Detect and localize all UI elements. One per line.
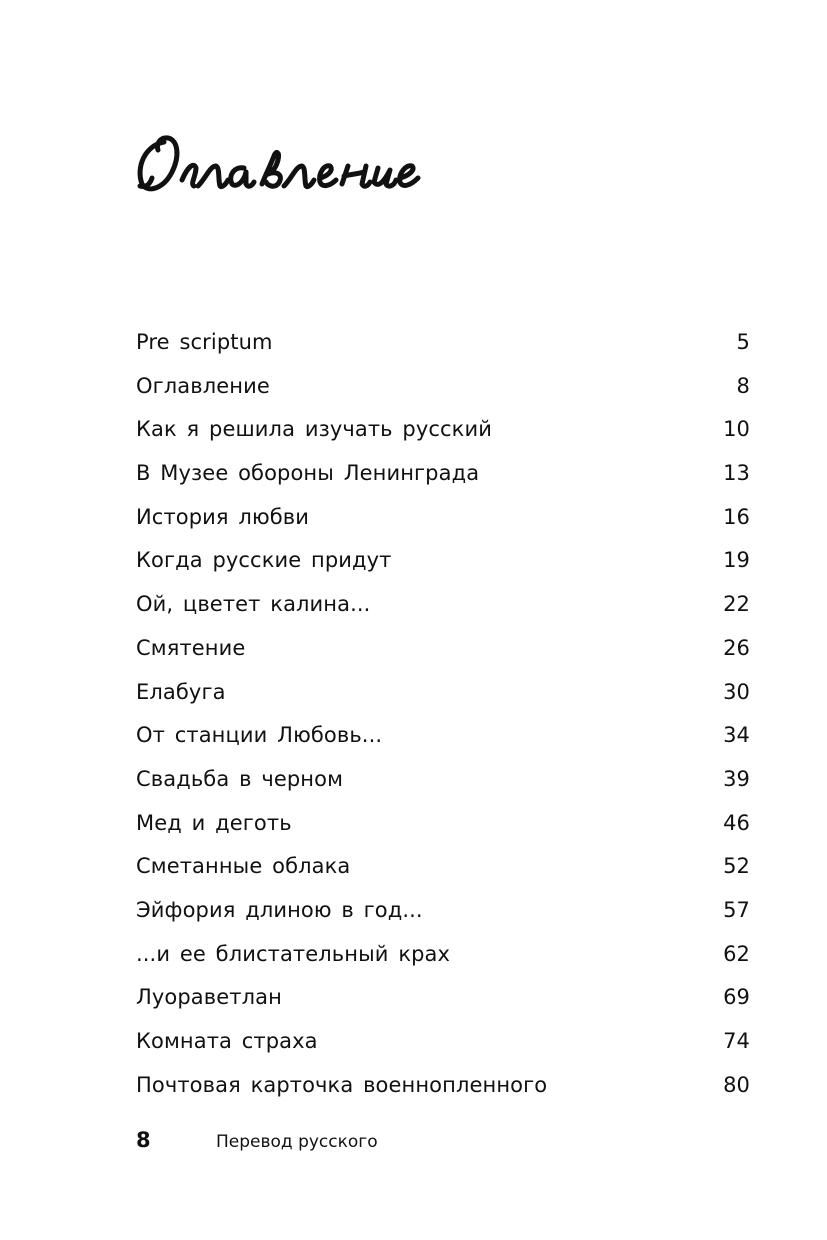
toc-entry-page: 26: [723, 635, 750, 660]
toc-entry[interactable]: [136, 636, 750, 680]
toc-entry-title: История любви: [136, 504, 309, 529]
toc-entry-title: Луораветлан: [136, 985, 282, 1010]
running-head: Перевод русского: [216, 1132, 378, 1152]
toc-entry-title: Сметанные облака: [136, 854, 351, 879]
toc-entry-page: 8: [736, 373, 750, 398]
toc-entry-page: 39: [723, 766, 750, 791]
toc-entry-title: Елабуга: [136, 679, 226, 704]
toc-entry-page: 16: [723, 504, 750, 529]
toc-entry[interactable]: [136, 374, 750, 418]
toc-entry-title: Эйфория длиною в год...: [136, 897, 423, 922]
toc-entry-page: 57: [723, 897, 750, 922]
toc-entry-page: 34: [723, 723, 750, 748]
toc-entry[interactable]: [136, 592, 750, 636]
toc-entry-page: 30: [723, 679, 750, 704]
toc-entry-page: 62: [723, 941, 750, 966]
toc-entry[interactable]: [136, 1073, 750, 1117]
toc-entry-page: 74: [723, 1029, 750, 1053]
toc-entry-page: 52: [723, 854, 750, 879]
toc-entry[interactable]: [136, 680, 750, 724]
toc-entry-title: Почтовая карточка военнопленного: [136, 1072, 548, 1097]
page-number: 8: [136, 1128, 151, 1152]
toc-entry[interactable]: [136, 898, 750, 942]
toc-entry-title: Смятение: [136, 635, 246, 660]
toc-entry-title: Pre scriptum: [136, 330, 273, 354]
toc-entry-page: 5: [736, 330, 750, 354]
toc-entry[interactable]: [136, 811, 750, 855]
handwritten-title-image: [134, 128, 534, 208]
toc-entry[interactable]: [136, 1029, 750, 1073]
page-footer: [136, 1128, 378, 1156]
toc-entry-page: 10: [723, 417, 750, 442]
page-title: [134, 128, 534, 208]
toc-entry-title: Комната страха: [136, 1029, 318, 1053]
toc-entry[interactable]: [136, 854, 750, 898]
toc-entry-title: В Музее обороны Ленинграда: [136, 461, 480, 486]
toc-entry-page: 13: [723, 461, 750, 486]
toc-entry-title: От станции Любовь...: [136, 723, 383, 748]
toc-entry-page: 80: [723, 1072, 750, 1097]
toc-entry[interactable]: [136, 417, 750, 461]
toc-entry[interactable]: [136, 461, 750, 505]
toc-entry-page: 19: [723, 548, 750, 573]
toc-entry[interactable]: [136, 985, 750, 1029]
toc-entry-page: 46: [723, 810, 750, 835]
toc-entry[interactable]: [136, 767, 750, 811]
toc-entry[interactable]: [136, 330, 750, 374]
toc-entry-title: Оглавление: [136, 373, 270, 398]
toc-entry-title: Ой, цветет калина...: [136, 592, 371, 617]
toc-entry-title: Свадьба в черном: [136, 766, 344, 791]
toc-entry-title: Когда русские придут: [136, 548, 392, 573]
toc-entry[interactable]: [136, 505, 750, 549]
table-of-contents: [136, 330, 750, 1116]
toc-entry-page: 69: [723, 985, 750, 1010]
toc-entry-title: Как я решила изучать русский: [136, 417, 492, 442]
toc-entry-title: Мед и деготь: [136, 810, 292, 835]
toc-entry[interactable]: [136, 942, 750, 986]
toc-entry-page: 22: [723, 592, 750, 617]
toc-entry[interactable]: [136, 548, 750, 592]
toc-entry[interactable]: [136, 723, 750, 767]
toc-entry-title: ...и ее блистательный крах: [136, 941, 451, 966]
